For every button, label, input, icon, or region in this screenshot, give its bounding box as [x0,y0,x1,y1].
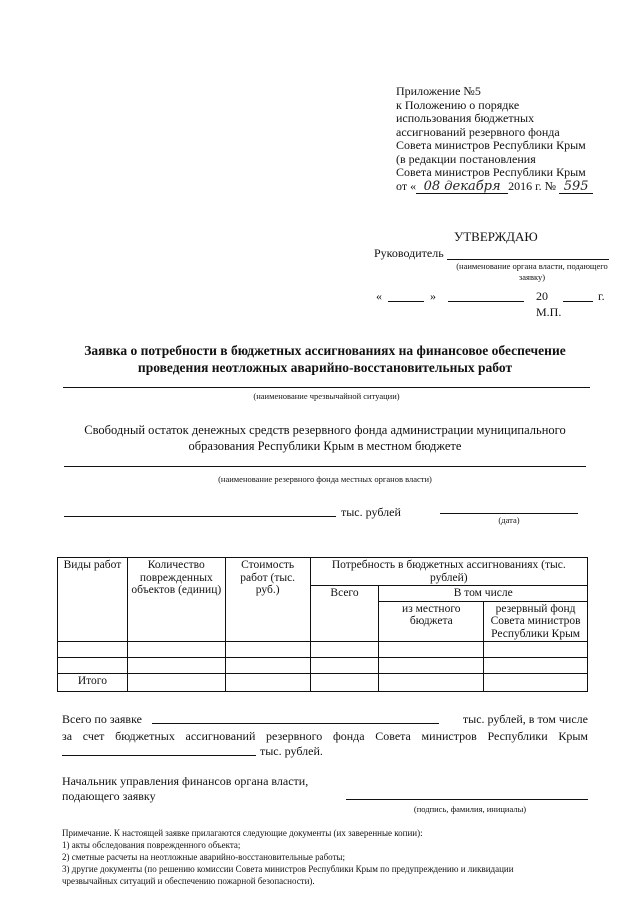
emergency-name-line [63,387,590,388]
year-blank [563,301,593,302]
title-line: Заявка о потребности в бюджетных ассигнованиях на финансовое обеспечение [84,343,566,358]
total-row [58,674,588,692]
appendix-line: к Положению о порядке [396,97,520,112]
summary-prefix: Всего по заявке [62,712,142,726]
day-blank [388,301,424,302]
appendix-line: ассигнований резервного фонда [396,124,560,139]
total-row-label: Итого [58,674,128,692]
table-row [58,658,588,674]
appendix-line: (в редакции постановления [396,151,536,166]
appendix-date-line [396,180,593,194]
fund-name-line [64,466,586,467]
note-block [62,827,514,887]
signature-caption: (подпись, фамилия, инициалы) [413,804,527,814]
appendix-block [396,85,593,194]
summary-reserve-line [62,755,256,756]
signature-blank [346,799,588,800]
document-title [40,342,610,376]
col-header-including: В том числе [379,586,588,602]
appendix-line: Совета министров Республики Крым [396,138,586,152]
year-suffix: г. [598,289,605,303]
date-caption: (дата) [498,515,520,525]
date-suffix: 2016 г. № [508,178,557,193]
date-line [440,513,578,514]
col-header-cost: Стоимость работ (тыс. руб.) [225,558,310,642]
emergency-caption: (наименование чрезвычайной ситуации) [253,391,400,401]
note-line: 2) сметные расчеты на неотложные аварийно-восстановительные работы; [62,852,346,862]
summary-line2: за счет бюджетных ассигнований резервного фонда Совета министров Республики Крым [62,729,588,743]
signature-title [62,774,308,804]
currency-label: тыс. рублей [341,505,401,519]
quote-open: « [376,289,382,303]
head-signature-line [447,259,609,260]
approval-heading: УТВЕРЖДАЮ [454,229,538,244]
note-line: Примечание. К настоящей заявке прилагаются следующие документы (их заверенные копии): [62,828,423,838]
date-prefix: от « [396,178,417,193]
summary-mid: тыс. рублей, в том числе [462,712,588,726]
quote-close: » [430,289,436,303]
stamp-label: М.П. [536,305,562,319]
signature-line: подающего заявку [62,789,156,803]
col-header-works: Виды работ [58,558,128,642]
note-line: 3) другие документы (по решению комиссии Совета министров Республики Крым по предупреждению и ликвидации [62,864,514,874]
signature-line: Начальник управления финансов органа власти, [62,774,309,788]
head-label: Руководитель [374,246,444,260]
balance-line: образования Республики Крым в местном бюджете [188,439,462,453]
title-line: проведения неотложных аварийно-восстановительных работ [137,360,513,375]
year-prefix: 20 [536,289,548,303]
appendix-line: Приложение №5 [396,84,481,98]
balance-text [60,422,590,454]
handwritten-date: 08 декабря [416,181,508,194]
col-header-local: из местного бюджета [379,601,484,642]
col-header-count: Количество поврежденных объектов (единиц) [127,558,225,642]
appendix-line: использования бюджетных [396,111,535,125]
note-line: чрезвычайных ситуаций и обеспечению пожарной безопасности). [62,876,315,886]
requirements-table [57,557,588,692]
col-header-reserve: резервный фонд Совета министров Республики Крым [484,601,588,642]
table-row [58,642,588,658]
col-header-total: Всего [310,586,379,642]
month-blank [448,301,524,302]
summary-total-line [152,723,439,724]
col-header-need: Потребность в бюджетных ассигнованиях (тыс. рублей) [310,558,587,586]
summary-suffix: тыс. рублей. [260,744,323,758]
balance-line: Свободный остаток денежных средств резервного фонда администрации муниципального [84,423,566,437]
note-line: 1) акты обследования поврежденного объекта; [62,840,241,850]
handwritten-number: 595 [559,181,593,194]
org-caption: (наименование органа власти, подающего заявку) [456,261,608,282]
amount-line [64,516,336,517]
fund-caption: (наименование резервного фонда местных органов власти) [218,474,432,484]
appendix-line: Совета министров Республики Крым [396,165,586,179]
